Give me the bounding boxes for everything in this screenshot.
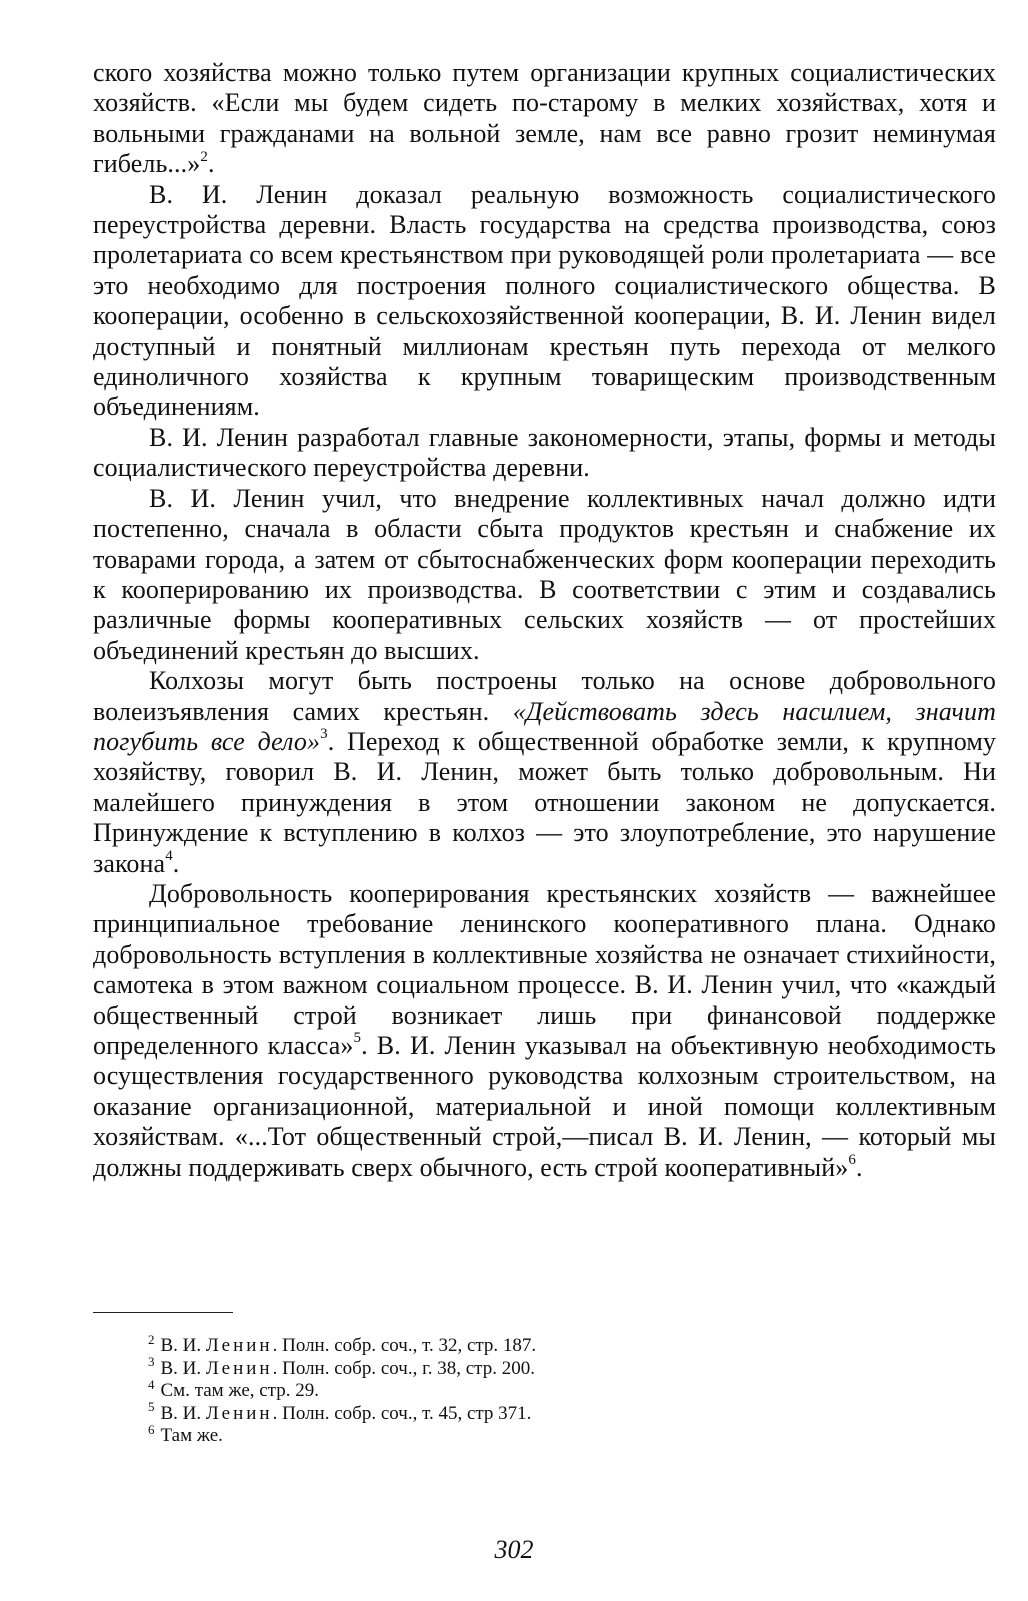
paragraph (93, 58, 996, 180)
paragraph (93, 879, 996, 1183)
footnote (148, 1421, 848, 1448)
footnote-reference: 4 (165, 847, 173, 864)
text-run: . Переход к общественной обработке земли, к крупному хозяйству, говорил В. И. Ленин, может быть только добровольным. Ни малейшего принуждения в этом отношении законом не допускается. Принуждение к вступлению в колхоз — это злоупотребление, это нарушение закона (93, 726, 997, 878)
footnote-author: Ленин (205, 1402, 273, 1424)
footnote-mark: 3 (148, 1354, 155, 1370)
text-run: В. И. Ленин доказал реальную возможность социалистического переустройства деревни. Власть государства на средства производства, союз пролетариата со всем крестьянством при руководящей роли пролетариата — все это необходимо для построения полного социалистического общества. В кооперации, особенно в сельскохозяйственной кооперации, В. И. Ленин видел доступный и понятный миллионам крестьян путь перехода от мелкого единоличного хозяйства к крупным товарищеским производственным объединениям. (93, 179, 996, 422)
footnote-mark: 2 (148, 1331, 155, 1347)
footnote-author: Ленин (205, 1335, 273, 1356)
paragraph (93, 180, 996, 423)
footnote-author: Ленин (205, 1357, 273, 1379)
text-run: . (855, 1152, 863, 1182)
footnote-source: . Полн. собр. соч., т. 45, стр 371. (272, 1402, 532, 1424)
footnote-mark: 4 (148, 1376, 155, 1392)
paragraph (93, 666, 996, 879)
paragraph (93, 484, 996, 666)
footnote-reference: 5 (353, 1030, 362, 1047)
footnote-source: . Полн. собр. соч., г. 38, стр. 200. (272, 1357, 535, 1379)
footnote-mark: 5 (148, 1399, 155, 1415)
footnote-text: См. там же, стр. 29. (160, 1380, 319, 1401)
text-run: ского хозяйства можно только путем организации крупных социалистических хозяйств. «Если мы будем сидеть по-старому в мелких хозяйствах, хотя и вольными гражданами на вольной земле, нам все равно грозит неминумая гибель...» (93, 58, 996, 179)
text-run: . В. И. Ленин указывал на объективную необходимость осуществления государственного руководства колхозным строительством, на оказание организационной, материальной и иной помощи коллективным хозяйствам. «...Тот общественный строй,—писал В. И. Ленин, — который мы должны поддерживать сверх обычного, есть строй кооперативный» (93, 1031, 996, 1182)
footnote-text: В. И. (160, 1402, 206, 1424)
footnote-reference: 2 (200, 148, 208, 165)
footnote (148, 1354, 848, 1381)
footnote-reference: 3 (320, 726, 328, 743)
main-text (93, 58, 996, 1183)
text-run: Добровольность кооперирования крестьянских хозяйств — важнейшее принципиальное требование ленинского кооперативного плана. Однако добровольность вступления в коллективные хозяйства не означает стихийности, самотека в этом важном социальном процессе. В. И. Ленин учил, что «каждый общественный строй возникает лишь при финансовой поддержке определенного класса» (93, 878, 996, 1060)
footnote-separator (93, 1312, 233, 1313)
text-run: Колхозы могут быть построены только на основе добровольного волеизъявления самих крестьян. (93, 666, 996, 726)
footnotes (148, 1331, 848, 1448)
text-run: . (172, 848, 180, 878)
footnote (148, 1399, 848, 1426)
text-run: В. И. Ленин разработал главные закономерности, этапы, формы и методы социалистического переустройства деревни. (93, 422, 996, 483)
footnote-mark: 6 (148, 1421, 155, 1437)
text-run: В. И. Ленин учил, что внедрение коллективных начал должно идти постепенно, сначала в области сбыта продуктов крестьян и снабжение их товарами города, а затем от сбытоснабженческих форм кооперации переходить к кооперированию их производства. В соответствии с этим и создавались различные формы кооперативных сельских хозяйств — от простейших объединений крестьян до высших. (93, 483, 996, 665)
quote-italic: «Действовать здесь насилием, значит погубить все дело» (93, 696, 996, 756)
footnote (148, 1376, 848, 1403)
footnote (148, 1331, 848, 1358)
footnote-text: В. И. (160, 1357, 206, 1379)
text-run: . (207, 149, 215, 179)
footnote-text: В. И. (160, 1335, 206, 1356)
paragraph (93, 423, 996, 484)
footnote-text: Там же. (160, 1425, 223, 1446)
footnote-source: . Полн. собр. соч., т. 32, стр. 187. (272, 1335, 537, 1356)
footnote-reference: 6 (848, 1151, 856, 1168)
page-number: 302 (494, 1535, 534, 1564)
